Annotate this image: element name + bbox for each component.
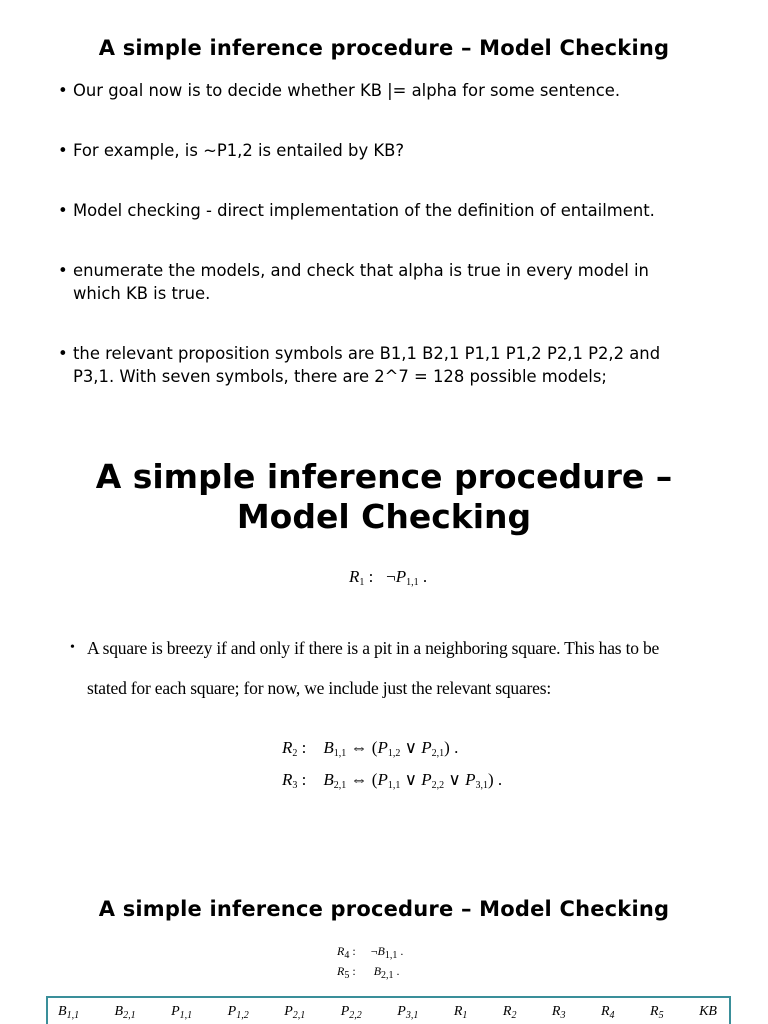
bullet-item [58, 259, 738, 305]
slide-2-title [0, 457, 768, 537]
header-variable-sub: 1,1 [66, 1010, 80, 1021]
bullet-text-continued: which KB is true. [73, 284, 211, 303]
slide-2-title-line-1: A simple inference procedure – [95, 457, 673, 496]
formula-r3: $R_3$ : $B_{2,1}$ ⇔ ($P_{1,1}$ ∨ $P_{2,2}$ ∨ $P_{3,1}$) . [282, 770, 503, 791]
or-symbol: ∨ [404, 770, 418, 789]
bullet-dot-icon: • [70, 640, 75, 655]
formula-label-sub: 4 [344, 950, 350, 961]
negation-symbol: ¬ [370, 944, 378, 958]
header-variable-sub: 2,1 [292, 1010, 306, 1021]
header-variable: P [340, 1004, 350, 1019]
bullet-text: Model checking - direct implementation of the definition of entailment. [73, 201, 655, 220]
negation-symbol: ¬ [386, 567, 396, 586]
formula-variable-sub: 1,1 [406, 577, 419, 588]
formula-variable-sub: 1,1 [387, 780, 401, 791]
table-header-cell [552, 1004, 566, 1021]
bullet-item [58, 342, 738, 388]
header-variable-sub: 5 [658, 1010, 664, 1021]
header-variable-sub: 3,1 [405, 1010, 419, 1021]
table-header-cell [454, 1004, 468, 1021]
header-variable-sub: 3 [560, 1010, 566, 1021]
header-variable-sub: 4 [609, 1010, 615, 1021]
bullet-text: For example, is ~P1,2 is entailed by KB? [73, 141, 405, 160]
formula-r2: $R_2$ : $B_{1,1}$ ⇔ ($P_{1,2}$ ∨ $P_{2,1}$) . [282, 738, 459, 759]
bullet-text-continued: P3,1. With seven symbols, there are 2^7 = 128 possible models; [73, 367, 607, 386]
header-variable: P [397, 1004, 406, 1019]
formula-variable: B [323, 770, 334, 789]
table-header-cell [503, 1004, 517, 1021]
formula-variable: P [395, 567, 407, 586]
formula-label: R [282, 738, 293, 757]
bullet-item [58, 199, 738, 222]
formula-variable-sub: 1,1 [384, 950, 398, 961]
formula-end: . [422, 567, 428, 586]
formula-variable-sub: 1,1 [333, 748, 347, 759]
formula-label: R [337, 944, 345, 958]
header-variable: R [453, 1004, 463, 1019]
header-variable: P [171, 1004, 180, 1019]
breezy-paragraph [70, 628, 710, 708]
formula-variable-sub: 2,1 [333, 780, 347, 791]
formula-variable: B [373, 964, 382, 978]
formula-variable: P [421, 738, 432, 757]
header-variable: P [227, 1004, 237, 1019]
table-header-cell [228, 1004, 249, 1021]
bullet-dot-icon: • [58, 141, 68, 160]
formula-variable: P [465, 770, 476, 789]
bullet-dot-icon: • [58, 81, 68, 100]
formula-label: R [282, 770, 293, 789]
formula-r5: $R_5$ : $B_{2,1}$ . [337, 964, 400, 981]
header-variable-sub: 2 [511, 1010, 517, 1021]
slide-3 [0, 884, 768, 1024]
or-symbol: ∨ [448, 770, 461, 789]
header-variable: R [600, 1004, 610, 1019]
formula-end: . [400, 944, 404, 958]
bullet-dot-icon: • [58, 201, 68, 220]
truth-table-header-row [48, 998, 729, 1021]
slide-3-title: A simple inference procedure – Model Checking [98, 897, 670, 921]
header-variable-sub: 2,2 [349, 1010, 362, 1021]
header-variable: R [502, 1004, 512, 1019]
table-header-cell [650, 1004, 664, 1021]
table-header-cell [699, 1004, 717, 1021]
paragraph-line-2: stated for each square; for now, we include just the relevant squares: [87, 678, 551, 698]
formula-r1 [349, 567, 427, 588]
formula-label-sub: 1 [359, 577, 365, 588]
header-variable-sub: 1,1 [179, 1010, 193, 1021]
header-variable-sub: 1 [462, 1010, 468, 1021]
table-header-cell [284, 1004, 305, 1021]
header-variable: B [58, 1004, 67, 1019]
bullet-item [58, 79, 738, 102]
formula-label-sub: 3 [292, 780, 298, 791]
formula-variable-sub: 2,2 [431, 780, 445, 791]
bullet-dot-icon: • [58, 261, 68, 280]
formula-variable-sub: 2,1 [431, 748, 445, 759]
formula-r4: $R_4$ : $\neg B_{1,1}$ . [337, 944, 404, 961]
table-header-cell [171, 1004, 192, 1021]
formula-variable: P [377, 770, 388, 789]
header-variable-sub: 2,1 [123, 1010, 136, 1021]
bullet-item [58, 139, 738, 162]
table-header-cell [58, 1004, 79, 1021]
or-symbol: ∨ [404, 738, 418, 757]
header-variable: B [114, 1004, 124, 1019]
slide-2-title-line-2: Model Checking [236, 497, 532, 536]
header-variable: R [551, 1004, 561, 1019]
truth-table [46, 996, 731, 1024]
slide-1 [0, 0, 768, 415]
header-variable: KB [699, 1004, 717, 1019]
formula-variable: B [377, 944, 385, 958]
slide-1-title: A simple inference procedure – Model Checking [98, 36, 670, 60]
slide-2 [0, 430, 768, 870]
table-header-cell [341, 1004, 362, 1021]
formula-label: R [337, 964, 345, 978]
formula-variable: P [377, 738, 388, 757]
paragraph-line-1: A square is breezy if and only if there is a pit in a neighboring square. This has to be [87, 638, 660, 658]
formula-variable-sub: 2,1 [381, 970, 394, 981]
table-header-cell [601, 1004, 615, 1021]
formula-variable: B [323, 738, 334, 757]
slide-1-bullet-list [58, 79, 738, 425]
formula-label-sub: 5 [344, 970, 350, 981]
header-variable: P [284, 1004, 293, 1019]
bullet-dot-icon: • [58, 344, 68, 363]
formula-end: . [396, 964, 400, 978]
bullet-text: enumerate the models, and check that alpha is true in every model in [73, 261, 649, 280]
table-header-cell [115, 1004, 136, 1021]
formula-label-sub: 2 [292, 748, 298, 759]
formula-variable-sub: 3,1 [475, 780, 489, 791]
formula-label: R [349, 567, 360, 586]
header-variable: R [650, 1004, 659, 1019]
table-header-cell [397, 1004, 418, 1021]
iff-symbol: ⇔ [350, 738, 368, 757]
formula-variable: P [421, 770, 432, 789]
iff-symbol: ⇔ [350, 770, 368, 789]
bullet-text: Our goal now is to decide whether KB |= alpha for some sentence. [73, 81, 621, 100]
header-variable-sub: 1,2 [236, 1010, 249, 1021]
formula-separator: : [368, 567, 374, 586]
bullet-text: the relevant proposition symbols are B1,1 B2,1 P1,1 P1,2 P2,1 P2,2 and [73, 344, 661, 363]
formula-variable-sub: 1,2 [387, 748, 401, 759]
